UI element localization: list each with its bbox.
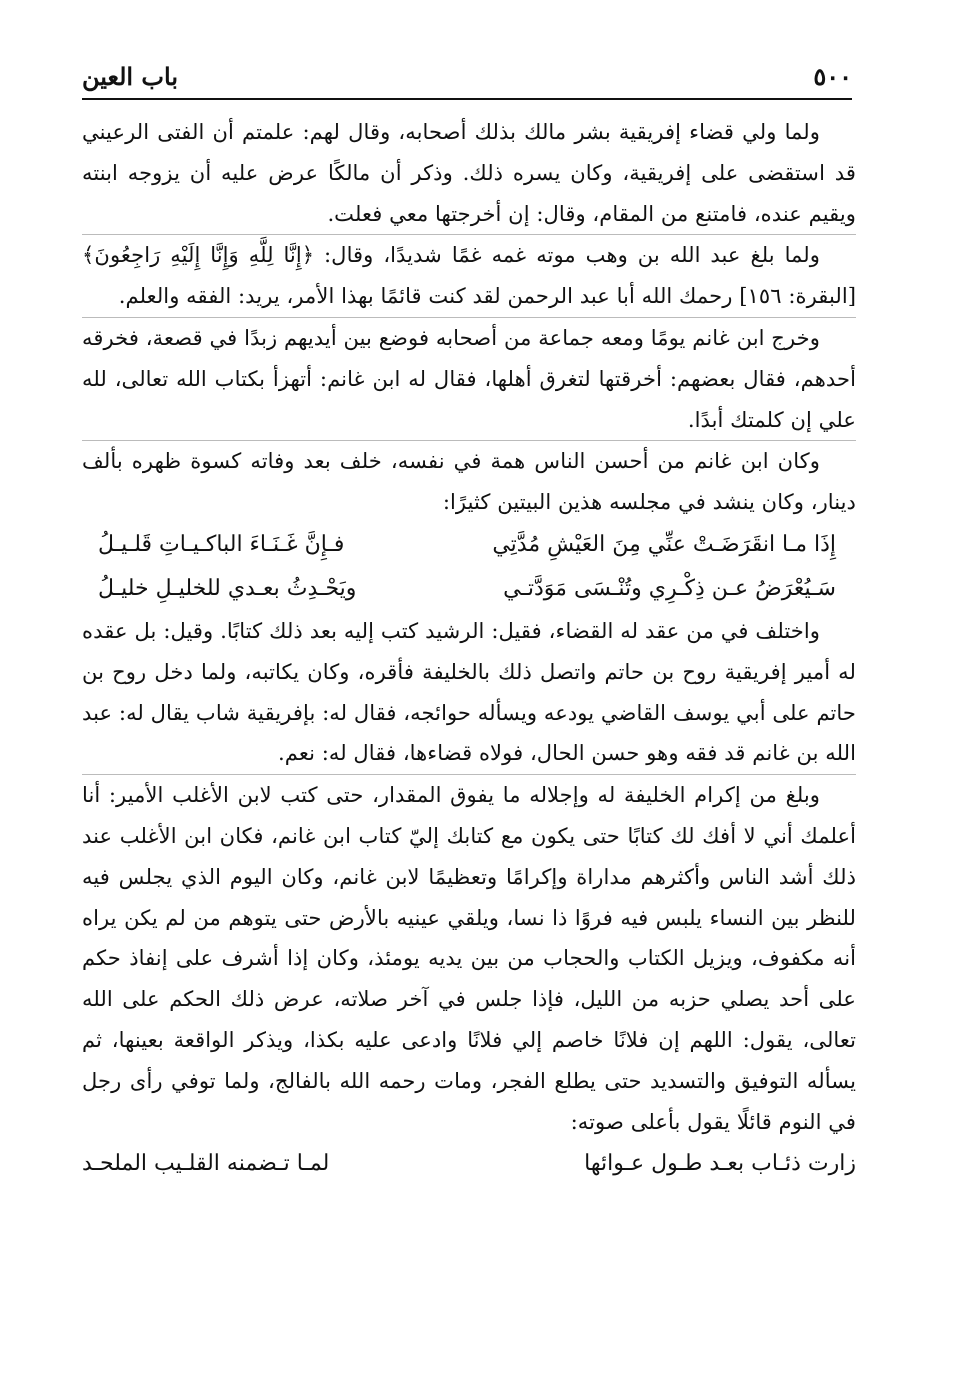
- paragraph-4: وكان ابن غانم من أحسن الناس همة في نفسه، خلف بعد وفاته كسوة ظهره بألف دينار، وكان ينشد في مجلسه هذين البيتين كثيرًا:: [82, 440, 856, 523]
- paragraph-5: واختلف في من عقد له القضاء، فقيل: الرشيد كتب إليه بعد ذلك كتابًا. وقيل: بل عقده له أمير إفريقية روح بن حاتم واتصل ذلك بالخليفة فأقره، وكان يكاتبه، ولما دخل روح بن حاتم على أبي يوسف القاضي يودعه ويسأله حوائجه، فقال له: بإفريقية شاب يقال له: عبد الله بن غانم قد فقه وهو حسن الحال، فولاه قضاءها، فقال له: نعم.: [82, 617, 856, 766]
- verse-3-first-hemistich: زارت ذئـاب بعـد طـول عـوائها: [584, 1151, 856, 1177]
- paragraph-2: ولما بلغ عبد الله بن وهب موته غمه غمًا شديدًا، وقال: ﴿إِنَّا لِلَّهِ وَإِنَّا إِلَيْهِ رَاجِعُونَ﴾ [البقرة: ١٥٦] رحمك الله أبا عبد الرحمن لقد كنت قائمًا بهذا الأمر، يريد: الفقه والعلم.: [82, 234, 856, 317]
- page-body: [82, 112, 856, 1186]
- verse-3-second-hemistich: لمـا تـضمنه القلـيب الملحـد: [82, 1151, 330, 1177]
- paragraph-6: وبلغ من إكرام الخليفة له وإجلاله ما يفوق المقدار، حتى كتب لابن الأغلب الأمير: أنا أعلمك أني لا أفك لك كتابًا حتى يكون مع كتابك إليّ كتاب ابن غانم، فكان ابن الأغلب عند ذلك أشد الناس وأكثرهم مداراة وإكرامًا وتعظيمًا لابن غانم، وكان اليوم الذي يجلس فيه للنظر بين النساء يلبس فيه فروًا ذا نسا، ويلقي عينيه بالأرض حتى يتوهم من لم يكن يراه أنه مكفوف، ويزيل الكتاب والحجاب من بين يديه يومئذ، وكان إذا أشرف على إنفاذ حكم على أحد يصلي حزبه من الليل، فإذا جلس في آخر صلاته، عرض ذلك الحكم على الله تعالى، يقول: اللهم إن فلانًا خاصم إلي فلانًا وادعى عليه بكذا، ويذكر الواقعة بعينها، ثم يسأله التوفيق والتسديد حتى يطلع الفجر، ومات رحمه الله بالفالج، ولما توفي رأى رجل في النوم قائلًا يقول بأعلى صوته:: [82, 774, 856, 1142]
- verse-1-second-hemistich: فـإِنَّ غَـنَـاءَ الباكـيـاتِ قَلـيـلُ: [98, 531, 345, 557]
- verse-2-first-hemistich: سَـيُعْرَضُ عـن ذِكْـرِي وتُنْـسَى مَوَدَّتـي: [503, 575, 836, 601]
- verse-line-3: [82, 1142, 856, 1186]
- paragraph-3: وخرج ابن غانم يومًا ومعه جماعة من أصحابه فوضع بين أيديهم زبدًا في قصعة، فخرقه أحدهم، فقال بعضهم: أخرقتها لتغرق أهلها، فقال له ابن غانم: أتهزأ بكتاب الله تعالى، لله علي إن كلمتك أبدًا.: [82, 317, 856, 440]
- verse-line-1: [82, 523, 856, 567]
- page-number: ٥٠٠: [813, 62, 852, 91]
- verse-line-2: [82, 567, 856, 611]
- page-header: [82, 52, 852, 100]
- paragraph-1: ولما ولي قضاء إفريقية بشر مالك بذلك أصحابه، وقال لهم: علمتم أن الفتى الرعيني قد استقضى على إفريقية، وكان يسره ذلك. وذكر أن مالكًا عرض عليه أن يزوجه ابنته ويقيم عنده، فامتنع من المقام، وقال: إن أخرجتها معي فعلت.: [82, 119, 856, 226]
- verse-2-second-hemistich: ويَحْـدِثُ بعـدي للخليـلِ خليـلُ: [98, 575, 357, 601]
- chapter-title: باب العين: [82, 62, 179, 91]
- verse-1-first-hemistich: إِذَا مـا انقَرَضَـتْ عنِّي مِنَ العَيْشِ مُدَّتِي: [492, 531, 836, 557]
